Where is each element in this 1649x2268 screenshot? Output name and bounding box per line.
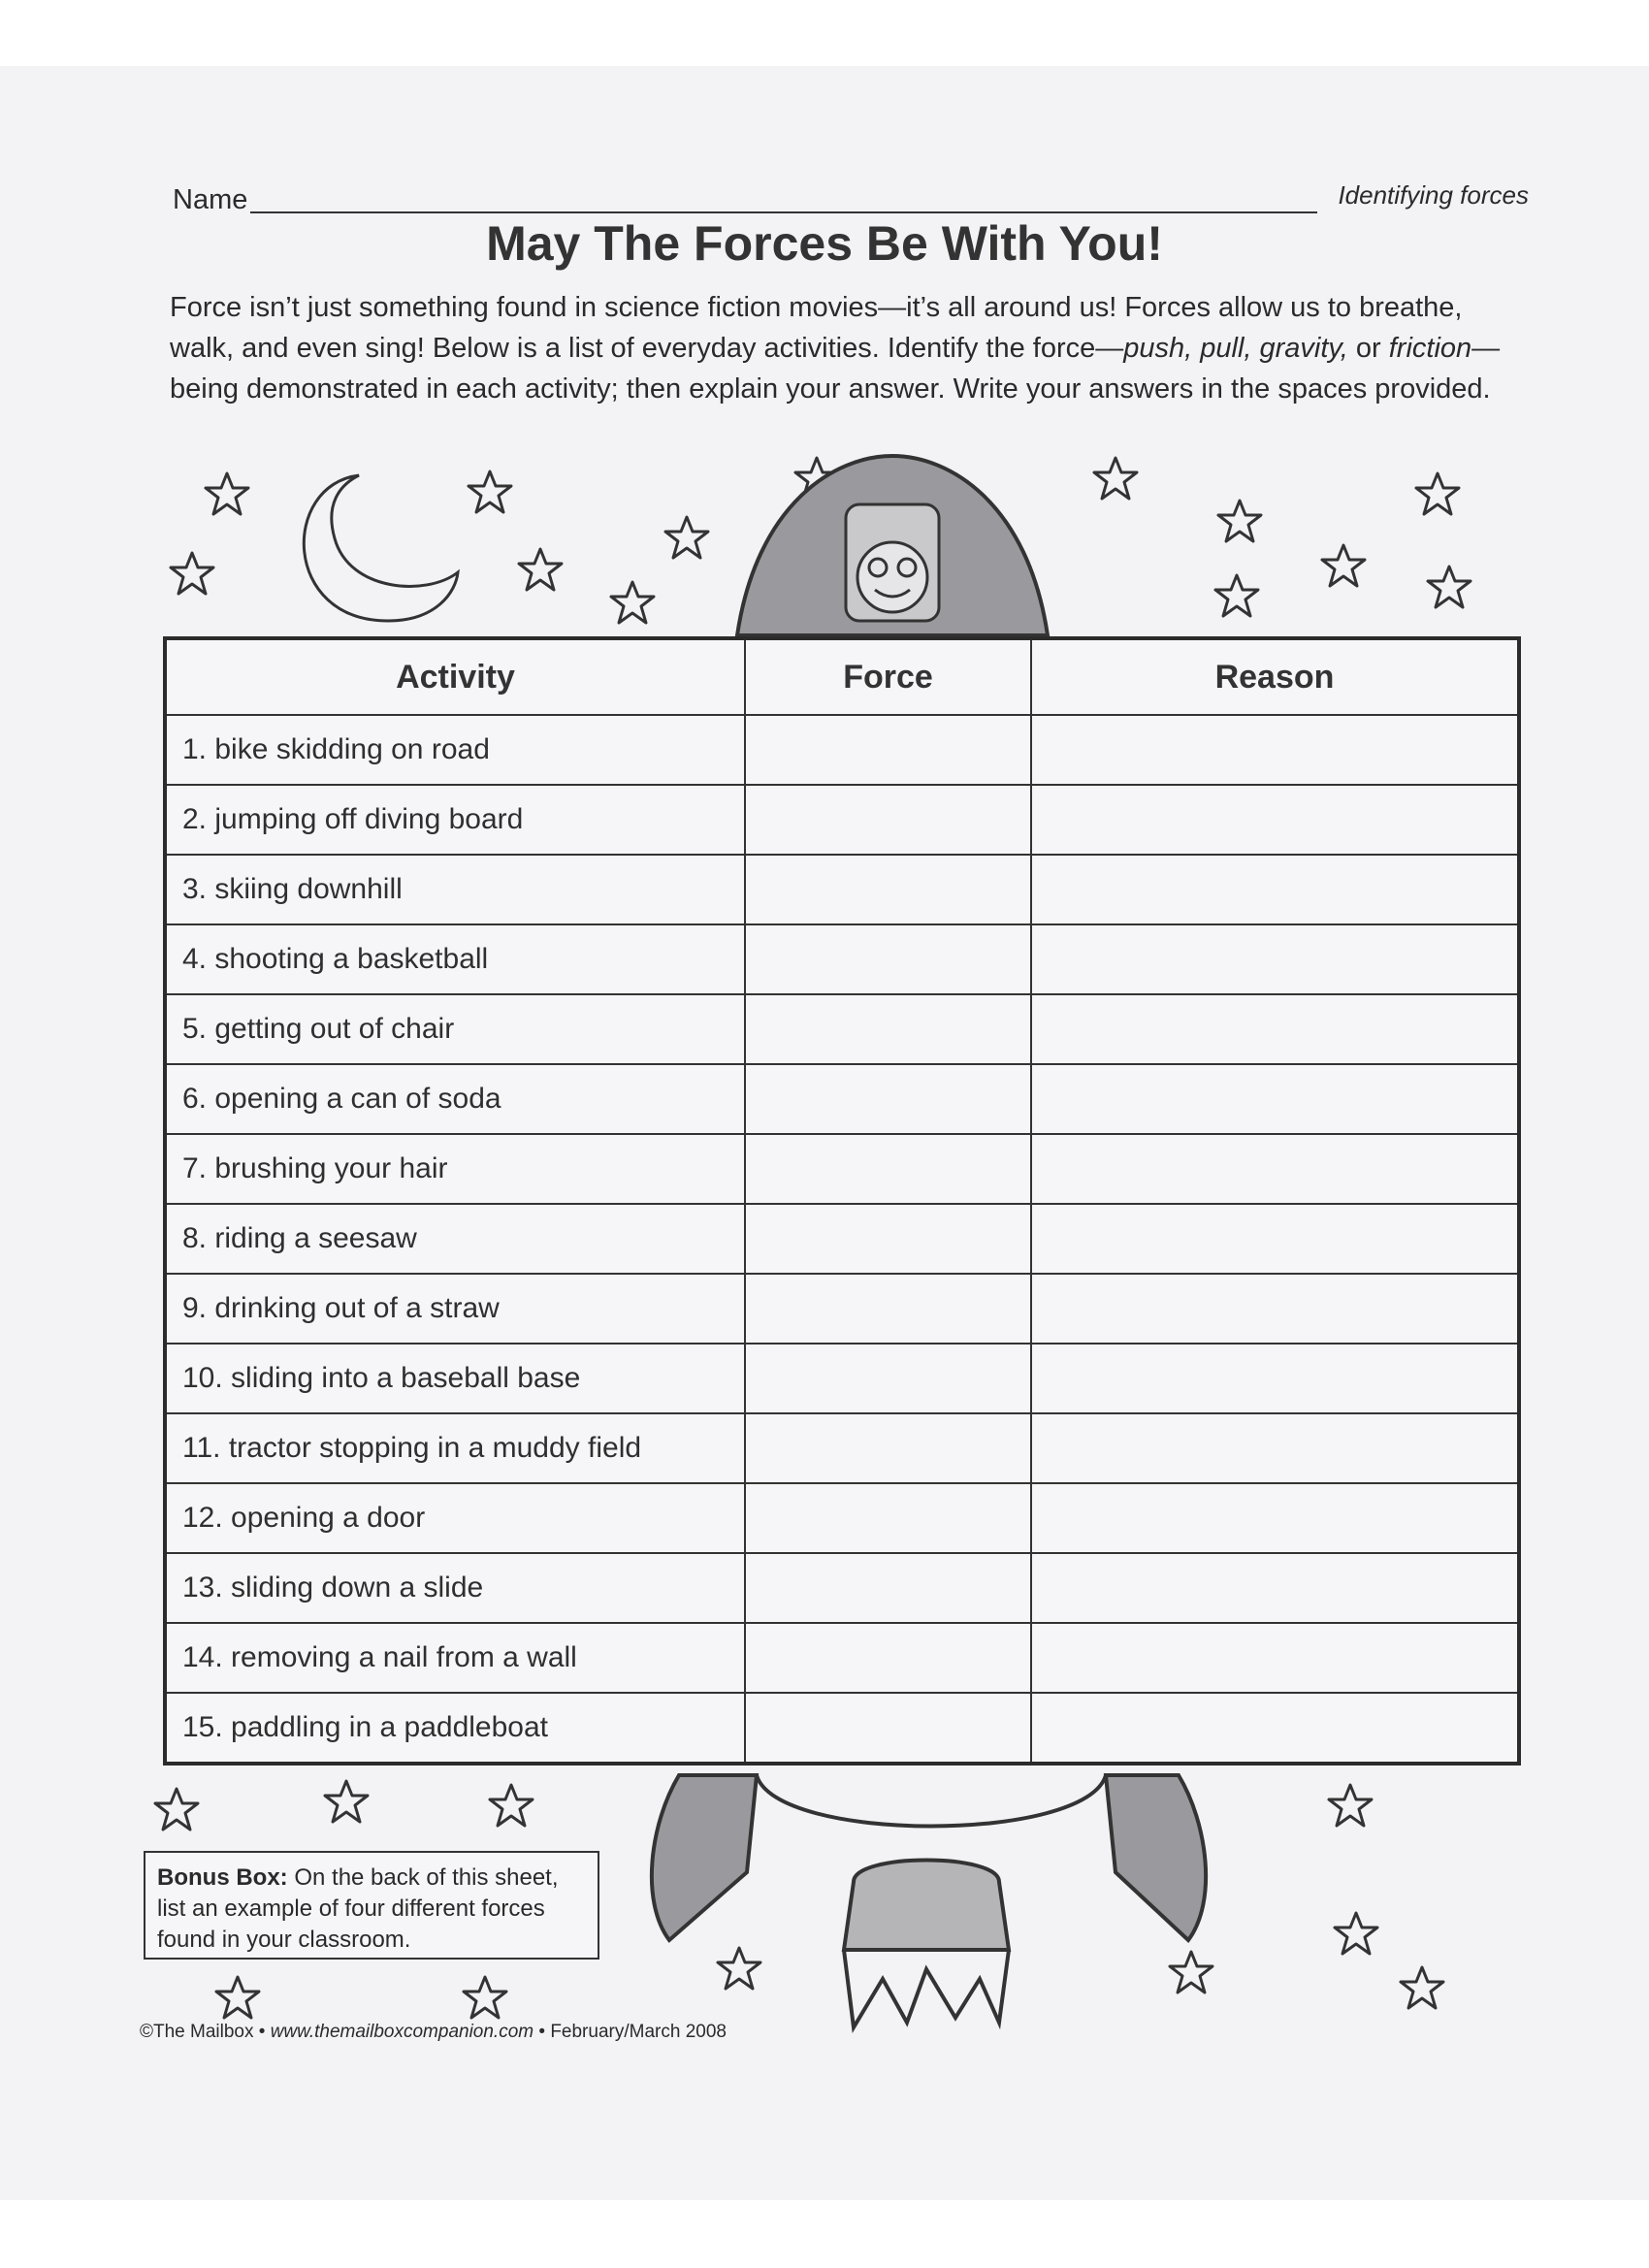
activity-cell: 5. getting out of chair	[165, 994, 745, 1064]
force-answer-cell[interactable]	[745, 924, 1031, 994]
force-answer-cell[interactable]	[745, 1623, 1031, 1693]
table-row	[165, 1483, 1519, 1553]
topic-label: Identifying forces	[1338, 180, 1529, 210]
footer-url: www.themailboxcompanion.com	[270, 2022, 534, 2042]
rocket-bottom-icon	[652, 1775, 1206, 2027]
intro-part1: Force isn’t just something found in science fiction movies—it’s all around us! Forces allow us to breathe, walk, and even sing! Below is a list of everyday activities. Identify the force—	[170, 292, 1463, 364]
table-row	[165, 1413, 1519, 1483]
activity-table	[163, 636, 1521, 1766]
reason-answer-cell[interactable]	[1031, 1274, 1519, 1344]
force-answer-cell[interactable]	[745, 1344, 1031, 1413]
header-activity: Activity	[165, 638, 745, 715]
force-answer-cell[interactable]	[745, 1553, 1031, 1623]
force-answer-cell[interactable]	[745, 1693, 1031, 1764]
force-answer-cell[interactable]	[745, 1483, 1031, 1553]
activity-cell: 7. brushing your hair	[165, 1134, 745, 1204]
bonus-box	[144, 1851, 599, 1960]
activity-cell: 8. riding a seesaw	[165, 1204, 745, 1274]
force-answer-cell[interactable]	[745, 1204, 1031, 1274]
table-row	[165, 1204, 1519, 1274]
table-row	[165, 785, 1519, 855]
reason-answer-cell[interactable]	[1031, 1064, 1519, 1134]
force-answer-cell[interactable]	[745, 855, 1031, 924]
reason-answer-cell[interactable]	[1031, 1413, 1519, 1483]
footer-copyright: ©The Mailbox •	[140, 2022, 271, 2042]
activity-cell: 4. shooting a basketball	[165, 924, 745, 994]
reason-answer-cell[interactable]	[1031, 855, 1519, 924]
name-label: Name	[173, 184, 248, 215]
table-row	[165, 855, 1519, 924]
page-title: May The Forces Be With You!	[486, 216, 1163, 271]
table-row	[165, 1623, 1519, 1693]
reason-answer-cell[interactable]	[1031, 1204, 1519, 1274]
reason-answer-cell[interactable]	[1031, 1623, 1519, 1693]
activity-cell: 2. jumping off diving board	[165, 785, 745, 855]
intro-or: or	[1347, 333, 1389, 364]
activity-cell: 12. opening a door	[165, 1483, 745, 1553]
force-answer-cell[interactable]	[745, 1064, 1031, 1134]
activity-cell: 9. drinking out of a straw	[165, 1274, 745, 1344]
table-row	[165, 1064, 1519, 1134]
table-row	[165, 994, 1519, 1064]
intro-friction: friction	[1388, 333, 1472, 364]
table-row	[165, 715, 1519, 785]
force-answer-cell[interactable]	[745, 785, 1031, 855]
reason-answer-cell[interactable]	[1031, 1483, 1519, 1553]
table-row	[165, 1693, 1519, 1764]
bonus-text: On the back of this sheet, list an example of four different forces found in your classroom.	[157, 1864, 559, 1953]
reason-answer-cell[interactable]	[1031, 1553, 1519, 1623]
force-answer-cell[interactable]	[745, 1274, 1031, 1344]
table-row	[165, 1344, 1519, 1413]
table-row	[165, 1134, 1519, 1204]
table-row	[165, 1274, 1519, 1344]
reason-answer-cell[interactable]	[1031, 1344, 1519, 1413]
intro-part2: —being demonstrated in each activity; then explain your answer. Write your answers in the spaces provided.	[170, 333, 1501, 405]
reason-answer-cell[interactable]	[1031, 994, 1519, 1064]
reason-answer-cell[interactable]	[1031, 715, 1519, 785]
activity-cell: 10. sliding into a baseball base	[165, 1344, 745, 1413]
table-row	[165, 1553, 1519, 1623]
header-force: Force	[745, 638, 1031, 715]
activity-cell: 1. bike skidding on road	[165, 715, 745, 785]
activity-cell: 15. paddling in a paddleboat	[165, 1693, 745, 1764]
footer-date: • February/March 2008	[534, 2022, 727, 2042]
reason-answer-cell[interactable]	[1031, 1134, 1519, 1204]
reason-answer-cell[interactable]	[1031, 924, 1519, 994]
force-answer-cell[interactable]	[745, 994, 1031, 1064]
moon-icon	[304, 475, 458, 621]
reason-answer-cell[interactable]	[1031, 785, 1519, 855]
header-reason: Reason	[1031, 638, 1519, 715]
reason-answer-cell[interactable]	[1031, 1693, 1519, 1764]
force-answer-cell[interactable]	[745, 1413, 1031, 1483]
activity-cell: 6. opening a can of soda	[165, 1064, 745, 1134]
activity-cell: 13. sliding down a slide	[165, 1553, 745, 1623]
instructions	[170, 287, 1508, 409]
activity-cell: 3. skiing downhill	[165, 855, 745, 924]
name-line[interactable]	[250, 211, 1317, 213]
table-row	[165, 924, 1519, 994]
bonus-label: Bonus Box:	[157, 1864, 288, 1891]
rocket-top-icon	[737, 456, 1048, 635]
activity-cell: 11. tractor stopping in a muddy field	[165, 1413, 745, 1483]
force-answer-cell[interactable]	[745, 715, 1031, 785]
footer	[140, 2022, 727, 2043]
force-answer-cell[interactable]	[745, 1134, 1031, 1204]
intro-forces: push, pull, gravity,	[1123, 333, 1348, 364]
activity-cell: 14. removing a nail from a wall	[165, 1623, 745, 1693]
